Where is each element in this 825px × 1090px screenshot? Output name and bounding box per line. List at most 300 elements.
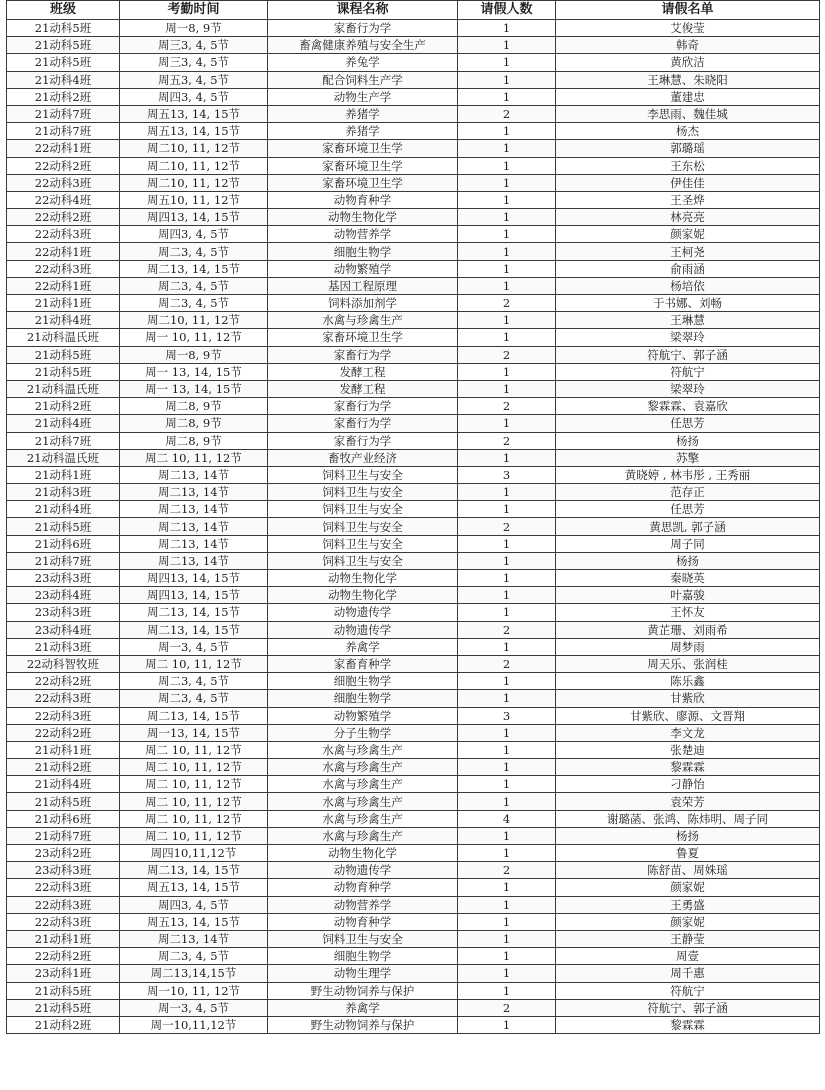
cell-class: 21动科5班: [7, 37, 120, 54]
table-row: [7, 690, 820, 707]
cell-leave-names: 符航宁、郭子涵: [556, 999, 820, 1016]
cell-class: 21动科7班: [7, 105, 120, 122]
table-row: [7, 88, 820, 105]
table-row: [7, 157, 820, 174]
cell-course-name: 动物遗传学: [268, 621, 458, 638]
cell-attendance-time: 周二 10, 11, 12节: [120, 449, 268, 466]
cell-course-name: 家畜环境卫生学: [268, 140, 458, 157]
cell-class: 21动科5班: [7, 363, 120, 380]
table-row: [7, 20, 820, 37]
cell-course-name: 养兔学: [268, 54, 458, 71]
cell-class: 21动科7班: [7, 827, 120, 844]
cell-leave-names: 杨扬: [556, 552, 820, 569]
table-header-row: [7, 1, 820, 20]
cell-attendance-time: 周三3, 4, 5节: [120, 37, 268, 54]
cell-attendance-time: 周二3, 4, 5节: [120, 690, 268, 707]
header-class: 班级: [7, 1, 120, 20]
cell-class: 22动科1班: [7, 277, 120, 294]
cell-leave-count: 2: [458, 518, 556, 535]
cell-leave-names: 郭璐瑶: [556, 140, 820, 157]
cell-leave-count: 1: [458, 226, 556, 243]
cell-course-name: 水禽与珍禽生产: [268, 741, 458, 758]
cell-attendance-time: 周二10, 11, 12节: [120, 174, 268, 191]
cell-attendance-time: 周四13, 14, 15节: [120, 570, 268, 587]
cell-attendance-time: 周二13, 14, 15节: [120, 260, 268, 277]
cell-class: 21动科6班: [7, 535, 120, 552]
cell-class: 21动科5班: [7, 346, 120, 363]
cell-course-name: 水禽与珍禽生产: [268, 793, 458, 810]
cell-leave-names: 梁翠玲: [556, 380, 820, 397]
cell-attendance-time: 周二13, 14, 15节: [120, 604, 268, 621]
cell-leave-names: 王柯尧: [556, 243, 820, 260]
cell-leave-names: 黄晓婷 , 林韦彤 , 王秀丽: [556, 466, 820, 483]
cell-leave-count: 2: [458, 999, 556, 1016]
cell-class: 23动科4班: [7, 587, 120, 604]
cell-leave-names: 王琳慧、朱晓阳: [556, 71, 820, 88]
cell-course-name: 家畜环境卫生学: [268, 329, 458, 346]
table-row: [7, 432, 820, 449]
cell-class: 21动科7班: [7, 432, 120, 449]
cell-course-name: 养禽学: [268, 638, 458, 655]
cell-leave-count: 1: [458, 243, 556, 260]
leave-roster-table: [6, 0, 820, 1034]
cell-class: 23动科3班: [7, 862, 120, 879]
cell-leave-names: 黄芷珊、刘雨希: [556, 621, 820, 638]
cell-leave-names: 黎霖霖: [556, 759, 820, 776]
cell-course-name: 野生动物饲养与保护: [268, 982, 458, 999]
cell-leave-count: 1: [458, 20, 556, 37]
table-row: [7, 226, 820, 243]
cell-leave-count: 1: [458, 415, 556, 432]
cell-leave-count: 1: [458, 913, 556, 930]
cell-attendance-time: 周二13, 14节: [120, 535, 268, 552]
cell-leave-count: 1: [458, 690, 556, 707]
cell-class: 21动科1班: [7, 741, 120, 758]
cell-leave-count: 1: [458, 793, 556, 810]
cell-class: 22动科3班: [7, 174, 120, 191]
cell-attendance-time: 周二10, 11, 12节: [120, 157, 268, 174]
cell-course-name: 动物营养学: [268, 226, 458, 243]
cell-leave-count: 1: [458, 54, 556, 71]
cell-course-name: 水禽与珍禽生产: [268, 776, 458, 793]
cell-leave-names: 颜家妮: [556, 913, 820, 930]
cell-course-name: 水禽与珍禽生产: [268, 759, 458, 776]
cell-leave-count: 1: [458, 123, 556, 140]
table-row: [7, 896, 820, 913]
cell-leave-names: 董建忠: [556, 88, 820, 105]
cell-leave-names: 王东松: [556, 157, 820, 174]
cell-attendance-time: 周四13, 14, 15节: [120, 209, 268, 226]
table-row: [7, 415, 820, 432]
cell-class: 22动科1班: [7, 140, 120, 157]
table-row: [7, 484, 820, 501]
table-row: [7, 965, 820, 982]
table-row: [7, 501, 820, 518]
cell-course-name: 水禽与珍禽生产: [268, 810, 458, 827]
cell-course-name: 动物生物化学: [268, 845, 458, 862]
cell-leave-count: 1: [458, 363, 556, 380]
table-row: [7, 260, 820, 277]
table-row: [7, 54, 820, 71]
cell-attendance-time: 周一8, 9节: [120, 346, 268, 363]
cell-course-name: 动物遗传学: [268, 604, 458, 621]
cell-course-name: 饲料卫生与安全: [268, 484, 458, 501]
cell-attendance-time: 周二3, 4, 5节: [120, 673, 268, 690]
cell-leave-names: 艾俊莹: [556, 20, 820, 37]
cell-class: 22动科3班: [7, 707, 120, 724]
cell-attendance-time: 周二 10, 11, 12节: [120, 776, 268, 793]
cell-attendance-time: 周二3, 4, 5节: [120, 243, 268, 260]
cell-leave-names: 伊佳佳: [556, 174, 820, 191]
cell-course-name: 细胞生物学: [268, 690, 458, 707]
cell-attendance-time: 周二 10, 11, 12节: [120, 741, 268, 758]
cell-leave-count: 1: [458, 449, 556, 466]
cell-leave-count: 1: [458, 845, 556, 862]
cell-attendance-time: 周一3, 4, 5节: [120, 999, 268, 1016]
table-row: [7, 209, 820, 226]
cell-course-name: 动物育种学: [268, 879, 458, 896]
cell-attendance-time: 周二3, 4, 5节: [120, 948, 268, 965]
cell-course-name: 动物生产学: [268, 88, 458, 105]
cell-course-name: 细胞生物学: [268, 948, 458, 965]
table-row: [7, 793, 820, 810]
cell-class: 22动科3班: [7, 896, 120, 913]
cell-leave-names: 梁翠玲: [556, 329, 820, 346]
cell-course-name: 动物育种学: [268, 913, 458, 930]
cell-attendance-time: 周三3, 4, 5节: [120, 54, 268, 71]
cell-course-name: 养禽学: [268, 999, 458, 1016]
cell-leave-names: 周梦雨: [556, 638, 820, 655]
table-row: [7, 621, 820, 638]
cell-course-name: 畜禽健康养殖与安全生产: [268, 37, 458, 54]
cell-course-name: 动物生理学: [268, 965, 458, 982]
cell-class: 21动科5班: [7, 982, 120, 999]
table-row: [7, 948, 820, 965]
cell-attendance-time: 周一 13, 14, 15节: [120, 363, 268, 380]
cell-leave-names: 颜家妮: [556, 879, 820, 896]
cell-leave-names: 甘紫欣: [556, 690, 820, 707]
cell-leave-names: 王静莹: [556, 930, 820, 947]
cell-class: 21动科温氏班: [7, 449, 120, 466]
cell-leave-count: 2: [458, 346, 556, 363]
cell-attendance-time: 周四13, 14, 15节: [120, 587, 268, 604]
cell-course-name: 饲料卫生与安全: [268, 930, 458, 947]
table-row: [7, 329, 820, 346]
cell-class: 21动科5班: [7, 54, 120, 71]
cell-leave-count: 1: [458, 157, 556, 174]
cell-leave-count: 1: [458, 140, 556, 157]
table-row: [7, 535, 820, 552]
table-row: [7, 827, 820, 844]
cell-attendance-time: 周二13, 14, 15节: [120, 707, 268, 724]
cell-attendance-time: 周二10, 11, 12节: [120, 140, 268, 157]
cell-class: 21动科2班: [7, 1016, 120, 1033]
cell-class: 22动科3班: [7, 913, 120, 930]
cell-leave-names: 周天乐、张润桂: [556, 655, 820, 672]
cell-leave-names: 鲁夏: [556, 845, 820, 862]
cell-leave-count: 1: [458, 312, 556, 329]
cell-class: 21动科7班: [7, 552, 120, 569]
cell-attendance-time: 周四10,11,12节: [120, 845, 268, 862]
cell-class: 22动科3班: [7, 879, 120, 896]
cell-course-name: 家畜行为学: [268, 20, 458, 37]
cell-leave-names: 甘紫欣、廖源、文晋翔: [556, 707, 820, 724]
cell-attendance-time: 周二13, 14节: [120, 501, 268, 518]
cell-class: 21动科4班: [7, 312, 120, 329]
cell-class: 21动科1班: [7, 295, 120, 312]
cell-leave-names: 李文龙: [556, 724, 820, 741]
cell-attendance-time: 周二3, 4, 5节: [120, 295, 268, 312]
cell-leave-names: 于书娜、刘畅: [556, 295, 820, 312]
cell-attendance-time: 周一10,11,12节: [120, 1016, 268, 1033]
table-row: [7, 37, 820, 54]
cell-attendance-time: 周二8, 9节: [120, 398, 268, 415]
cell-leave-count: 1: [458, 174, 556, 191]
cell-class: 22动科3班: [7, 226, 120, 243]
cell-leave-names: 王琳慧: [556, 312, 820, 329]
cell-leave-names: 黎霖霖: [556, 1016, 820, 1033]
cell-attendance-time: 周二 10, 11, 12节: [120, 759, 268, 776]
cell-leave-names: 任思芳: [556, 501, 820, 518]
cell-class: 21动科温氏班: [7, 329, 120, 346]
table-row: [7, 243, 820, 260]
cell-attendance-time: 周五10, 11, 12节: [120, 191, 268, 208]
cell-attendance-time: 周二 10, 11, 12节: [120, 827, 268, 844]
cell-course-name: 动物生物化学: [268, 209, 458, 226]
cell-leave-count: 1: [458, 724, 556, 741]
cell-leave-count: 1: [458, 879, 556, 896]
table-row: [7, 346, 820, 363]
cell-leave-count: 2: [458, 398, 556, 415]
cell-class: 23动科3班: [7, 604, 120, 621]
table-row: [7, 518, 820, 535]
cell-class: 22动科2班: [7, 209, 120, 226]
cell-leave-count: 1: [458, 501, 556, 518]
cell-class: 22动科1班: [7, 243, 120, 260]
cell-attendance-time: 周二13, 14节: [120, 518, 268, 535]
cell-class: 22动科4班: [7, 191, 120, 208]
cell-leave-count: 3: [458, 707, 556, 724]
table-row: [7, 638, 820, 655]
cell-course-name: 野生动物饲养与保护: [268, 1016, 458, 1033]
table-row: [7, 552, 820, 569]
cell-leave-count: 1: [458, 930, 556, 947]
cell-class: 22动科3班: [7, 260, 120, 277]
cell-course-name: 分子生物学: [268, 724, 458, 741]
cell-leave-names: 王怀友: [556, 604, 820, 621]
cell-course-name: 细胞生物学: [268, 673, 458, 690]
cell-attendance-time: 周二10, 11, 12节: [120, 312, 268, 329]
cell-course-name: 饲料添加剂学: [268, 295, 458, 312]
cell-course-name: 饲料卫生与安全: [268, 518, 458, 535]
cell-leave-names: 张楚迪: [556, 741, 820, 758]
cell-leave-names: 符航宁: [556, 363, 820, 380]
cell-leave-names: 范存正: [556, 484, 820, 501]
cell-leave-count: 1: [458, 982, 556, 999]
table-row: [7, 982, 820, 999]
cell-class: 21动科6班: [7, 810, 120, 827]
cell-attendance-time: 周五13, 14, 15节: [120, 913, 268, 930]
cell-leave-names: 李思雨、魏佳城: [556, 105, 820, 122]
table-row: [7, 930, 820, 947]
cell-attendance-time: 周二13,14,15节: [120, 965, 268, 982]
cell-attendance-time: 周一 10, 11, 12节: [120, 329, 268, 346]
cell-leave-count: 1: [458, 896, 556, 913]
cell-course-name: 配合饲料生产学: [268, 71, 458, 88]
table-row: [7, 123, 820, 140]
cell-course-name: 动物繁殖学: [268, 707, 458, 724]
table-row: [7, 845, 820, 862]
cell-leave-names: 任思芳: [556, 415, 820, 432]
leave-roster-sheet: [6, 0, 819, 1034]
cell-leave-count: 1: [458, 260, 556, 277]
table-row: [7, 71, 820, 88]
cell-class: 22动科2班: [7, 673, 120, 690]
cell-leave-names: 杨扬: [556, 432, 820, 449]
table-row: [7, 277, 820, 294]
cell-attendance-time: 周一3, 4, 5节: [120, 638, 268, 655]
cell-leave-count: 1: [458, 380, 556, 397]
cell-class: 21动科3班: [7, 484, 120, 501]
cell-leave-count: 1: [458, 277, 556, 294]
cell-leave-count: 2: [458, 621, 556, 638]
cell-course-name: 发酵工程: [268, 363, 458, 380]
cell-leave-count: 1: [458, 587, 556, 604]
cell-course-name: 水禽与珍禽生产: [268, 827, 458, 844]
table-row: [7, 191, 820, 208]
cell-class: 21动科2班: [7, 759, 120, 776]
cell-leave-names: 周子同: [556, 535, 820, 552]
cell-leave-count: 1: [458, 638, 556, 655]
cell-leave-names: 陈乐鑫: [556, 673, 820, 690]
cell-course-name: 家畜育种学: [268, 655, 458, 672]
cell-class: 21动科5班: [7, 518, 120, 535]
table-row: [7, 295, 820, 312]
cell-leave-names: 韩奇: [556, 37, 820, 54]
cell-class: 22动科智牧班: [7, 655, 120, 672]
cell-leave-count: 1: [458, 552, 556, 569]
cell-leave-count: 1: [458, 604, 556, 621]
cell-leave-names: 谢璐菡、张鸿、陈炜明、周子同: [556, 810, 820, 827]
table-body: [7, 20, 820, 1034]
cell-leave-names: 叶嘉骏: [556, 587, 820, 604]
cell-leave-names: 符航宁、郭子涵: [556, 346, 820, 363]
cell-leave-count: 1: [458, 209, 556, 226]
cell-leave-count: 1: [458, 776, 556, 793]
cell-leave-names: 王圣烨: [556, 191, 820, 208]
table-row: [7, 810, 820, 827]
cell-class: 21动科5班: [7, 793, 120, 810]
table-row: [7, 862, 820, 879]
cell-leave-names: 颜家妮: [556, 226, 820, 243]
cell-class: 22动科2班: [7, 724, 120, 741]
cell-attendance-time: 周四3, 4, 5节: [120, 226, 268, 243]
cell-attendance-time: 周一 13, 14, 15节: [120, 380, 268, 397]
cell-course-name: 发酵工程: [268, 380, 458, 397]
cell-leave-count: 1: [458, 1016, 556, 1033]
table-row: [7, 174, 820, 191]
cell-course-name: 动物遗传学: [268, 862, 458, 879]
cell-course-name: 饲料卫生与安全: [268, 501, 458, 518]
cell-leave-names: 袁荣芳: [556, 793, 820, 810]
table-row: [7, 363, 820, 380]
cell-leave-count: 1: [458, 329, 556, 346]
table-row: [7, 398, 820, 415]
cell-course-name: 饲料卫生与安全: [268, 535, 458, 552]
cell-leave-names: 杨培依: [556, 277, 820, 294]
cell-course-name: 家畜行为学: [268, 346, 458, 363]
cell-attendance-time: 周二8, 9节: [120, 415, 268, 432]
table-row: [7, 105, 820, 122]
cell-leave-count: 1: [458, 88, 556, 105]
cell-leave-names: 刁静怡: [556, 776, 820, 793]
cell-attendance-time: 周二 10, 11, 12节: [120, 793, 268, 810]
cell-leave-count: 1: [458, 37, 556, 54]
cell-class: 21动科温氏班: [7, 380, 120, 397]
cell-course-name: 动物生物化学: [268, 587, 458, 604]
cell-leave-names: 杨扬: [556, 827, 820, 844]
cell-class: 21动科4班: [7, 501, 120, 518]
cell-attendance-time: 周二13, 14节: [120, 552, 268, 569]
cell-leave-names: 周千惠: [556, 965, 820, 982]
cell-attendance-time: 周二13, 14节: [120, 930, 268, 947]
cell-attendance-time: 周二13, 14, 15节: [120, 862, 268, 879]
cell-course-name: 家畜环境卫生学: [268, 157, 458, 174]
cell-class: 21动科4班: [7, 71, 120, 88]
cell-leave-count: 2: [458, 862, 556, 879]
cell-leave-names: 林亮亮: [556, 209, 820, 226]
cell-attendance-time: 周五13, 14, 15节: [120, 105, 268, 122]
cell-leave-count: 2: [458, 295, 556, 312]
cell-leave-count: 1: [458, 741, 556, 758]
table-row: [7, 707, 820, 724]
cell-leave-count: 2: [458, 655, 556, 672]
cell-class: 21动科1班: [7, 466, 120, 483]
cell-leave-count: 1: [458, 191, 556, 208]
cell-leave-count: 4: [458, 810, 556, 827]
cell-leave-names: 周壹: [556, 948, 820, 965]
cell-leave-names: 符航宁: [556, 982, 820, 999]
cell-leave-names: 俞雨涵: [556, 260, 820, 277]
cell-attendance-time: 周二 10, 11, 12节: [120, 655, 268, 672]
cell-attendance-time: 周二13, 14, 15节: [120, 621, 268, 638]
cell-attendance-time: 周四3, 4, 5节: [120, 896, 268, 913]
table-row: [7, 570, 820, 587]
table-row: [7, 466, 820, 483]
table-row: [7, 1016, 820, 1033]
cell-leave-names: 黄思凯, 郭子涵: [556, 518, 820, 535]
cell-attendance-time: 周二 10, 11, 12节: [120, 810, 268, 827]
cell-course-name: 饲料卫生与安全: [268, 552, 458, 569]
cell-course-name: 动物生物化学: [268, 570, 458, 587]
cell-course-name: 养猪学: [268, 105, 458, 122]
cell-leave-count: 1: [458, 484, 556, 501]
cell-class: 23动科2班: [7, 845, 120, 862]
header-leave-count: 请假人数: [458, 1, 556, 20]
cell-course-name: 水禽与珍禽生产: [268, 312, 458, 329]
cell-course-name: 细胞生物学: [268, 243, 458, 260]
cell-class: 23动科4班: [7, 621, 120, 638]
cell-class: 21动科4班: [7, 776, 120, 793]
cell-leave-count: 2: [458, 432, 556, 449]
cell-leave-names: 黎霖霖、袁嘉欣: [556, 398, 820, 415]
cell-leave-count: 1: [458, 948, 556, 965]
table-row: [7, 380, 820, 397]
cell-attendance-time: 周五13, 14, 15节: [120, 123, 268, 140]
cell-attendance-time: 周五13, 14, 15节: [120, 879, 268, 896]
header-leave-names: 请假名单: [556, 1, 820, 20]
table-row: [7, 913, 820, 930]
